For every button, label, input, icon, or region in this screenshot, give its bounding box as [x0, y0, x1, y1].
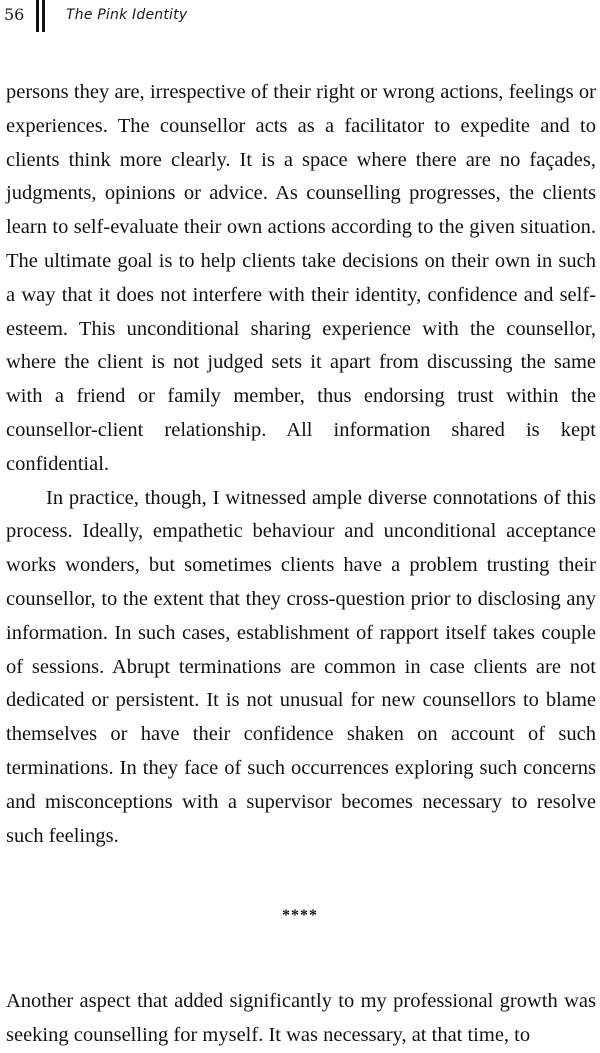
rule-bar-left: [36, 0, 39, 32]
paragraph-2: In practice, though, I witnessed ample diverse connotations of this process. Ideally, empathetic behaviour and unconditional acceptance works wonders, but sometimes clients have a problem trusting their counsellor, to the extent that they cross-question prior to disclosing any information. In such cases, establishment of rapport itself takes couple of sessions. Abrupt terminations are common in case clients are not dedicated or persistent. It is not unusual for new counsellors to blame themselves or have their confidence shaken on account of such terminations. In they face of such occurrences exploring such concerns and misconceptions with a supervisor becomes necessary to resolve such feelings.: [6, 486, 596, 847]
page-number: 56: [4, 5, 25, 24]
header-double-rule: [36, 0, 46, 32]
continuation-text: [6, 985, 596, 1053]
paragraph-1: persons they are, irrespective of their right or wrong actions, feelings or experiences. The counsellor acts as a facilitator to expedite and to clients think more clearly. It is a space where there are no façades, judgments, opinions or advice. As counselling progresses, the clients learn to self-evaluate their own actions according to the given situation. The ultimate goal is to help clients take decisions on their own in such a way that it does not interfere with their identity, confidence and self-esteem. This unconditional sharing experience with the counsellor, where the client is not judged sets it apart from discussing the same with a friend or family member, thus endorsing trust within the counsellor-client relationship. All information shared is kept confidential.: [6, 81, 596, 475]
page-header: [0, 0, 600, 60]
scene-break: ****: [282, 907, 318, 924]
rule-bar-right: [42, 0, 45, 32]
running-title: The Pink Identity: [66, 7, 188, 23]
body-text: [6, 76, 596, 853]
paragraph-3: Another aspect that added significantly to my professional growth was seeking counselling for myself. It was necessary, at that time, to: [6, 990, 596, 1046]
